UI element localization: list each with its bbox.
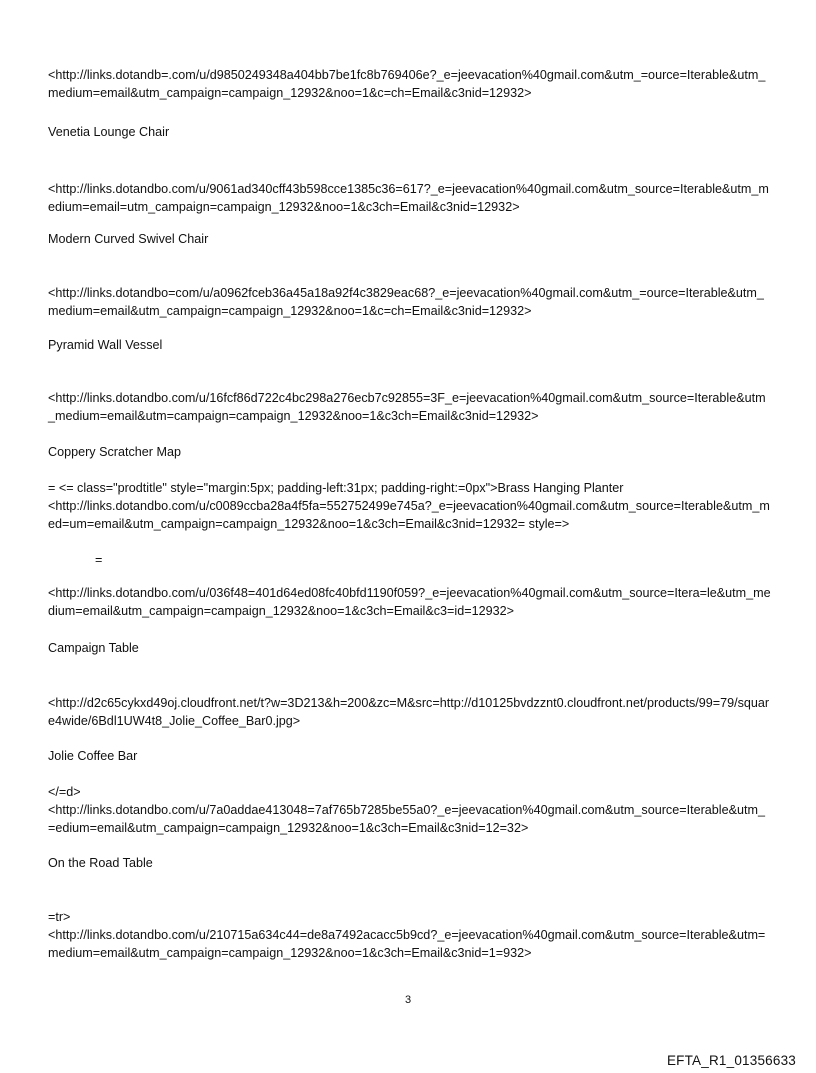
fragment-text: </=d> <http://links.dotandbo.com/u/7a0addae413048=7af765b7285be55a0?_e=jeevacation%40gmail.com&utm_source=Iterable&utm_=edium=email&utm_campaign=campaign_12932&noo=1&c3ch=Email&c3nid=12=32> xyxy=(48,785,765,835)
product-title xyxy=(48,854,772,872)
product-name: Venetia Lounge Chair xyxy=(48,125,170,139)
product-title xyxy=(48,230,772,248)
product-title xyxy=(48,443,772,461)
url-line xyxy=(48,694,772,730)
page-number: 3 xyxy=(404,994,412,1006)
product-name: Jolie Coffee Bar xyxy=(48,749,138,763)
link-text: <http://d2c65cykxd49oj.cloudfront.net/t?w=3D213&h=200&zc=M&src=http://d10125bvdzznt0.cloudfront.net/products/99=79/square4wide/6Bdl1UW4t8_Jolie_Coffee_Bar0.jpg> xyxy=(48,696,770,728)
html-fragment xyxy=(48,783,772,837)
url-line xyxy=(48,66,772,102)
product-title xyxy=(48,123,772,141)
html-fragment xyxy=(48,479,772,533)
link-text: <http://links.dotandbo.com/u/16fcf86d722c4bc298a276ecb7c92855=3F_e=jeevacation%40gmail.com&utm_source=Iterable&utm_medium=email&utm=campaign=campaign_12932&noo=1&c3ch=Email&c3nid=12932> xyxy=(48,391,766,423)
fragment-text: = xyxy=(95,553,103,567)
document-id: EFTA_R1_01356633 xyxy=(666,1053,796,1068)
fragment-text: =tr> <http://links.dotandbo.com/u/210715a634c44=de8a7492acacc5b9cd?_e=jeevacation%40gmail.com&utm_source=Iterable&utm=medium=email&utm_campaign=campaign_12932&noo=1&c3ch=Email&c3nid=1=932> xyxy=(48,910,766,960)
url-line xyxy=(48,584,772,620)
product-name: Pyramid Wall Vessel xyxy=(48,338,163,352)
product-title xyxy=(48,336,772,354)
product-title xyxy=(48,639,772,657)
url-line xyxy=(48,180,772,216)
product-name: Campaign Table xyxy=(48,641,139,655)
html-fragment xyxy=(48,908,772,962)
product-name: Modern Curved Swivel Chair xyxy=(48,232,209,246)
fragment-text: = <= class="prodtitle" style="margin:5px; padding-left:31px; padding-right:=0px">Brass Hanging Planter <http://links.dotandbo.com/u/c0089ccba28a4f5fa=552752499e745a?_e=jeevacation%40gmail.com&utm_source=Iterable&utm_med=um=email&utm_campaign=campaign_12932&noo=1&c3ch=Email&c3nid=12932= style=> xyxy=(48,481,770,531)
link-text: <http://links.dotandbo=com/u/a0962fceb36a45a18a92f4c3829eac68?_e=jeevacation%40gmail.com&utm_=ource=Iterable&utm_medium=email&utm_campaign=campaign_12932&noo=1&c=ch=Email&c3nid=12932> xyxy=(48,286,764,318)
equals-marker xyxy=(95,551,195,569)
link-text: <http://links.dotandb=.com/u/d9850249348a404bb7be1fc8b769406e?_e=jeevacation%40gmail.com&utm_=ource=Iterable&utm_medium=email&utm_campaign=campaign_12932&noo=1&c=ch=Email&c3nid=12932> xyxy=(48,68,766,100)
url-line xyxy=(48,284,772,320)
product-name: Coppery Scratcher Map xyxy=(48,445,181,459)
product-name: On the Road Table xyxy=(48,856,153,870)
url-line xyxy=(48,389,772,425)
link-text: <http://links.dotandbo.com/u/036f48=401d64ed08fc40bfd1190f059?_e=jeevacation%40gmail.com&utm_source=Itera=le&utm_medium=email&utm_campaign=campaign_12932&noo=1&c3ch=Email&c3=id=12932> xyxy=(48,586,771,618)
product-title xyxy=(48,747,772,765)
link-text: <http://links.dotandbo.com/u/9061ad340cff43b598cce1385c36=617?_e=jeevacation%40gmail.com&utm_source=Iterable&utm_medium=email=utm_campaign=campaign_12932&noo=1&c3ch=Email&c3nid=12932> xyxy=(48,182,769,214)
